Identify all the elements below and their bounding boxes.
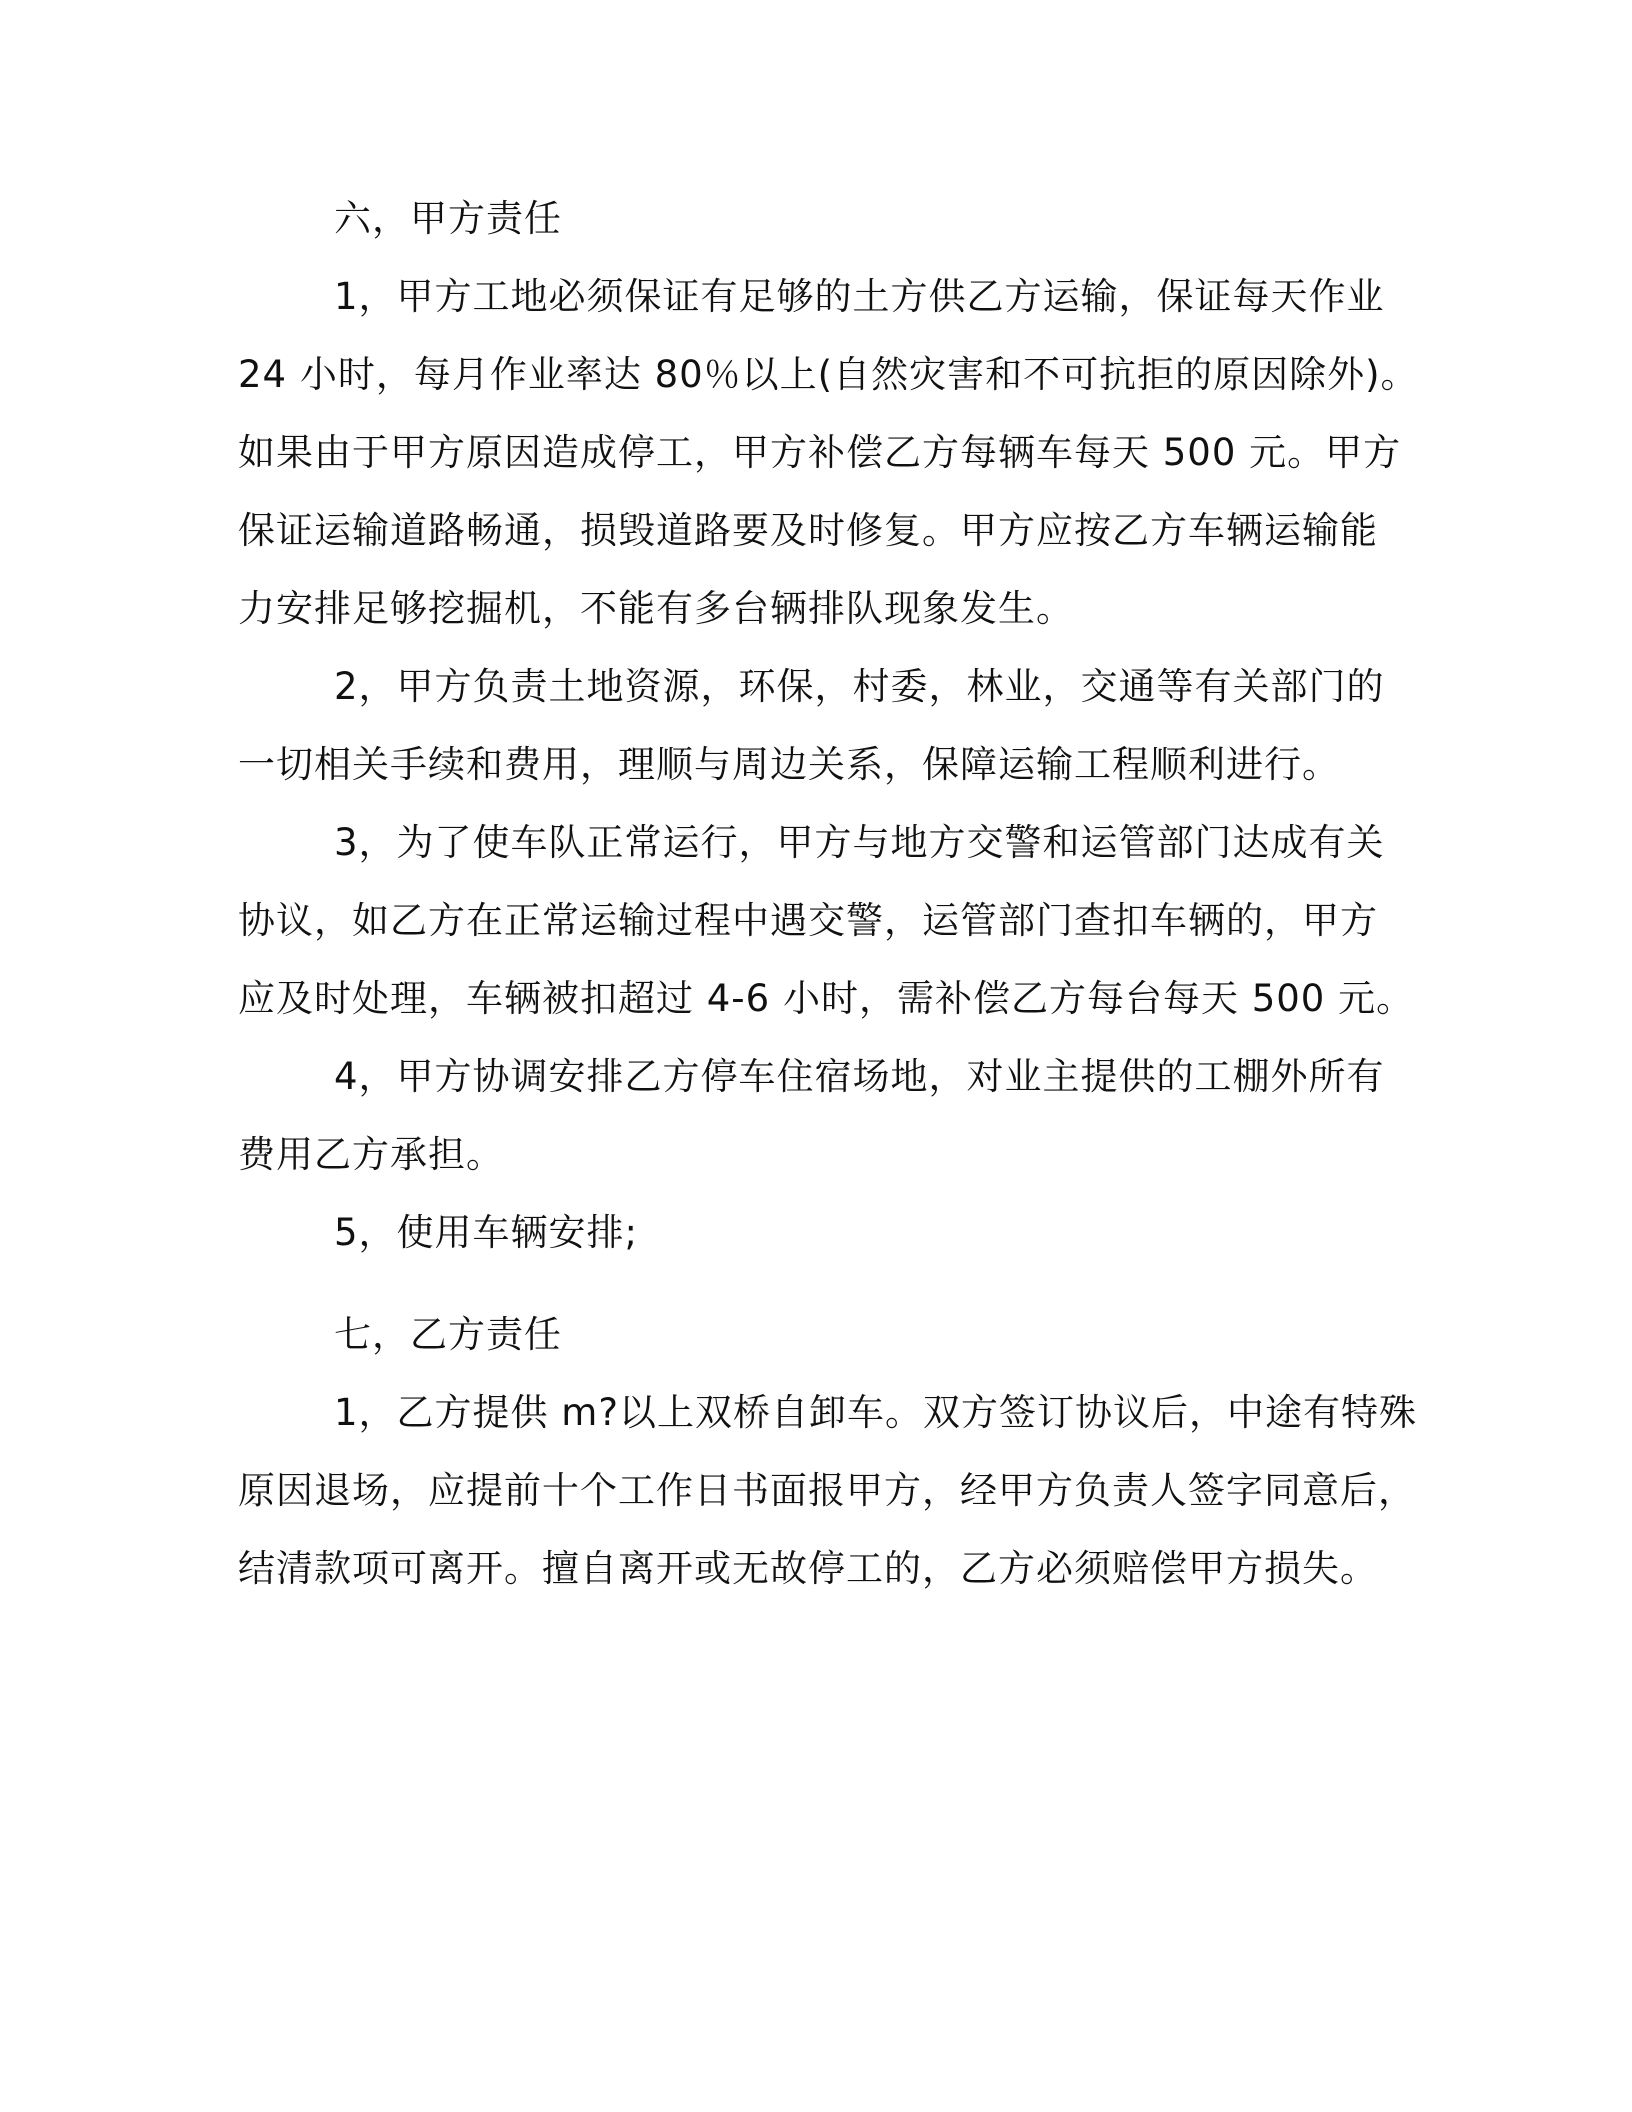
paragraph-line: 应及时处理，车辆被扣超过 4-6 小时，需补偿乙方每台每天 500 元。 xyxy=(238,977,1415,1020)
paragraph-6-1 xyxy=(238,258,1419,648)
document-page xyxy=(238,180,1419,1608)
paragraph-line: 2，甲方负责土地资源，环保，村委，林业，交通等有关部门的 xyxy=(334,665,1385,708)
paragraph-line: 一切相关手续和费用，理顺与周边关系，保障运输工程顺利进行。 xyxy=(238,743,1340,786)
paragraph-line: 保证运输道路畅通，损毁道路要及时修复。甲方应按乙方车辆运输能 xyxy=(238,509,1378,552)
paragraph-6-4 xyxy=(238,1038,1408,1194)
paragraph-line: 如果由于甲方原因造成停工，甲方补偿乙方每辆车每天 500 元。甲方 xyxy=(238,431,1402,474)
section-heading-7: 七，乙方责任 xyxy=(334,1313,562,1356)
paragraph-line: 5，使用车辆安排; xyxy=(334,1211,639,1254)
paragraph-line: 24 小时，每月作业率达 80％以上(自然灾害和不可抗拒的原因除外)。 xyxy=(238,353,1419,396)
paragraph-line: 结清款项可离开。擅自离开或无故停工的，乙方必须赔偿甲方损失。 xyxy=(238,1547,1378,1590)
paragraph-line: 协议，如乙方在正常运输过程中遇交警，运管部门查扣车辆的，甲方 xyxy=(238,899,1378,942)
paragraph-line: 1，乙方提供 m?以上双桥自卸车。双方签订协议后，中途有特殊 xyxy=(334,1391,1417,1434)
paragraph-6-3 xyxy=(238,804,1415,1038)
paragraph-line: 1，甲方工地必须保证有足够的土方供乙方运输，保证每天作业 xyxy=(334,275,1385,318)
paragraph-7-1 xyxy=(238,1374,1417,1608)
paragraph-line: 4，甲方协调安排乙方停车住宿场地，对业主提供的工棚外所有 xyxy=(334,1055,1385,1098)
paragraph-line: 费用乙方承担。 xyxy=(238,1133,504,1176)
paragraph-line: 原因退场，应提前十个工作日书面报甲方，经甲方负责人签字同意后， xyxy=(238,1469,1416,1512)
paragraph-line: 3，为了使车队正常运行，甲方与地方交警和运管部门达成有关 xyxy=(334,821,1385,864)
paragraph-6-5 xyxy=(238,1194,1408,1272)
section-heading-6: 六，甲方责任 xyxy=(334,197,562,240)
paragraph-6-2 xyxy=(238,648,1408,804)
paragraph-line: 力安排足够挖掘机，不能有多台辆排队现象发生。 xyxy=(238,587,1074,630)
